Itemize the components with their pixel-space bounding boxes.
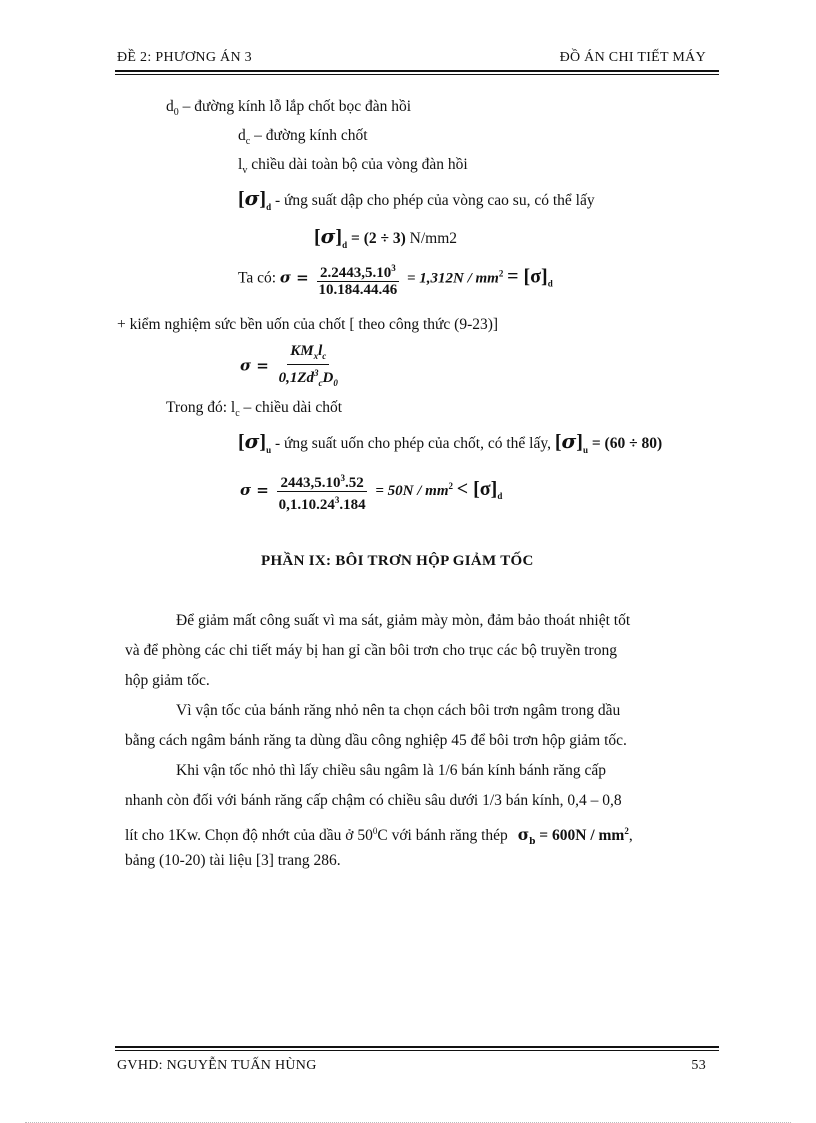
def-sigma-d: $[\sigma]_d$ - ứng suất dập cho phép của vòng cao su, có thể lấy — [238, 186, 595, 212]
paragraph-1-line-2: và để phòng các chi tiết máy bị han gỉ cần bôi trơn cho trục các bộ truyền trong — [125, 642, 617, 659]
sigma-d-symbol: $[\sigma]_d$ — [238, 186, 272, 212]
where-sigma-u: $[\sigma]_u$ - ứng suất uốn cho phép của chốt, có thể lấy, $[\sigma]_u = (60 \div 80)$ — [238, 429, 663, 455]
paragraph-3-line-3: lít cho 1Kw. Chọn độ nhớt của dầu ở $50^0C$ với bánh răng thép $\sigma_b = 600N / mm^2$, — [125, 825, 633, 848]
footer-rule-2 — [115, 1050, 719, 1051]
sigma-d-range: $[\sigma]_d = (2 \div 3)$ N/mm2 — [314, 224, 458, 250]
bending-fraction: $\frac{KM_xl_c}{0,1Zd^3_cD_0}$ — [278, 343, 338, 388]
calc2: σ = $\frac{2443,5.10^3.52}{0,1.10.24^3.184}$ = $50N / mm^2 < [\sigma]_d$ — [240, 470, 502, 513]
paragraph-3-line-4: bảng (10-20) tài liệu [3] trang 286. — [125, 852, 341, 869]
paragraph-3-line-2: nhanh còn đối với bánh răng cấp chậm có chiều sâu dưới 1/3 bán kính, 0,4 – 0,8 — [125, 792, 622, 809]
header-rule-1 — [115, 70, 719, 72]
calc1: Ta có: σ = $\frac{2.2443,5.10^3}{10.184.44.46}$ = $1,312N / mm^2 = [\sigma]_d$ — [238, 260, 553, 298]
header-rule-2 — [115, 74, 719, 75]
calc2-fraction: $\frac{2443,5.10^3.52}{0,1.10.24^3.184}$ — [276, 470, 369, 513]
check-line: + kiểm nghiệm sức bền uốn của chốt [ theo công thức (9-23)] — [117, 316, 499, 333]
def-dc: $d_c$ – đường kính chốt — [238, 127, 368, 148]
footer-rule-1 — [115, 1046, 719, 1048]
where-lc: Trong đó: $l_c$ – chiều dài chốt — [166, 399, 343, 420]
page-number: 53 — [691, 1058, 706, 1073]
paragraph-2-line-1: Vì vận tốc của bánh răng nhỏ nên ta chọn cách bôi trơn ngâm trong dầu — [176, 702, 621, 719]
paragraph-3-line-1: Khi vận tốc nhỏ thì lấy chiều sâu ngâm là 1/6 bán kính bánh răng cấp — [176, 762, 607, 779]
paragraph-2-line-2: bằng cách ngâm bánh răng ta dùng dầu công nghiệp 45 để bôi trơn hộp giảm tốc. — [125, 732, 627, 749]
paragraph-1-line-1: Để giảm mất công suất vì ma sát, giảm mày mòn, đảm bảo thoát nhiệt tốt — [176, 612, 631, 629]
def-lv: $l_v$ chiều dài toàn bộ của vòng đàn hồi — [238, 156, 468, 177]
footer-left: GVHD: NGUYỄN TUẤN HÙNG — [117, 1058, 317, 1073]
header-right: ĐỒ ÁN CHI TIẾT MÁY — [559, 50, 706, 65]
def-d0: $d_0$ – đường kính lỗ lắp chốt bọc đàn hồi — [166, 98, 412, 119]
bending-formula: σ = $\frac{KM_xl_c}{0,1Zd^3_cD_0}$ — [240, 343, 344, 391]
section-title: PHẦN IX: BÔI TRƠN HỘP GIẢM TỐC — [261, 553, 534, 569]
calc1-fraction: $\frac{2.2443,5.10^3}{10.184.44.46}$ — [315, 260, 400, 298]
paragraph-1-line-3: hộp giảm tốc. — [125, 672, 210, 689]
header-left: ĐỀ 2: PHƯƠNG ÁN 3 — [117, 50, 252, 65]
